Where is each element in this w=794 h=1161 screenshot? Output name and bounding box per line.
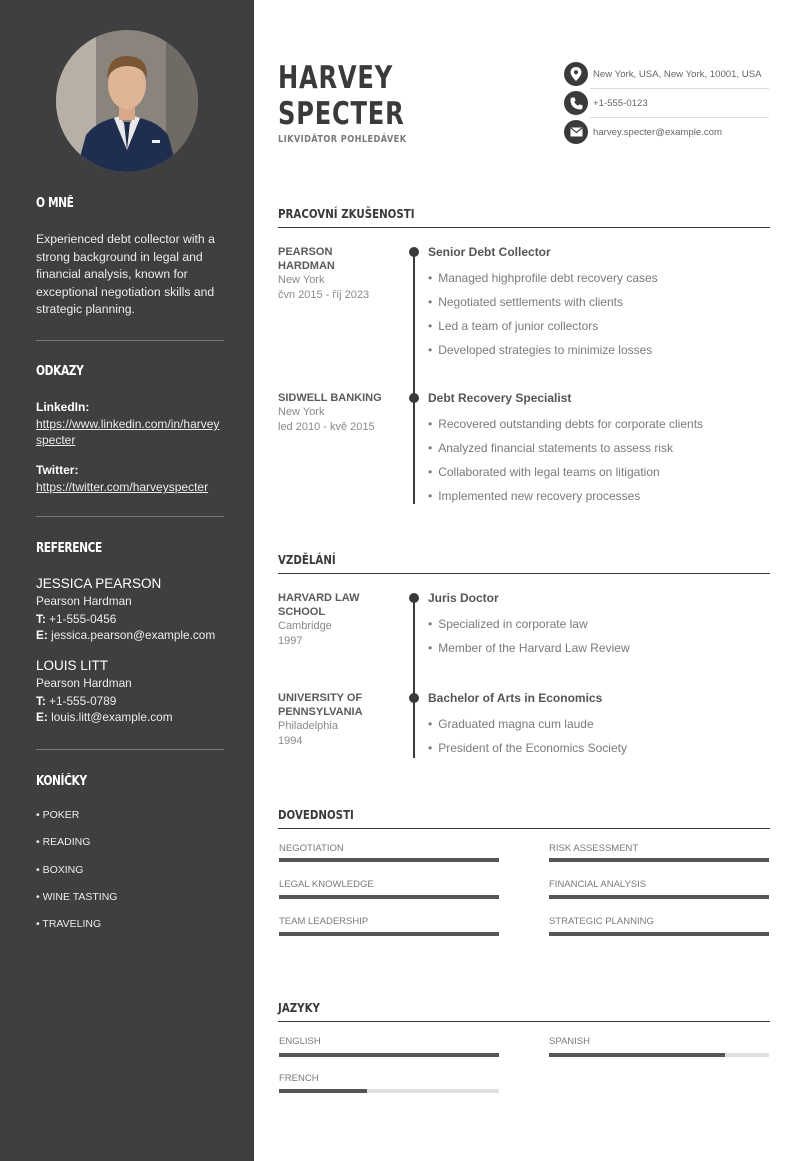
linkedin-link-block bbox=[36, 400, 224, 448]
school-name bbox=[278, 691, 398, 719]
sidebar-divider bbox=[36, 516, 224, 517]
sidebar-divider bbox=[36, 749, 224, 750]
degree-name: Juris Doctor bbox=[428, 591, 499, 605]
education-meta bbox=[278, 691, 398, 749]
company-name bbox=[278, 245, 398, 273]
language-bar bbox=[279, 1089, 499, 1093]
experience-meta bbox=[278, 391, 398, 435]
twitter-label: Twitter: bbox=[36, 463, 79, 477]
reference-phone-value: +1-555-0456 bbox=[49, 612, 117, 626]
reference-phone bbox=[36, 694, 224, 708]
name-line-last: SPECTER bbox=[278, 96, 405, 132]
degree-name: Bachelor of Arts in Economics bbox=[428, 691, 603, 705]
job-bullet: • Developed strategies to minimize losses bbox=[428, 343, 652, 357]
school-name-line: HARVARD LAW bbox=[278, 592, 360, 604]
language-bar-fill bbox=[279, 1089, 367, 1093]
experience-timeline bbox=[413, 252, 415, 504]
skill-label: TEAM LEADERSHIP bbox=[279, 916, 369, 927]
hobbies-section bbox=[36, 774, 224, 789]
skill-bar bbox=[549, 932, 769, 936]
section-rule bbox=[278, 573, 770, 574]
reference-email bbox=[36, 628, 224, 642]
email-label: E: bbox=[36, 710, 48, 724]
hobby-item: • TRAVELING bbox=[36, 918, 102, 930]
phone-icon bbox=[564, 91, 588, 115]
timeline-dot bbox=[409, 693, 419, 703]
twitter-link-block bbox=[36, 463, 224, 495]
education-bullet: • President of the Economics Society bbox=[428, 741, 627, 755]
hobbies-list bbox=[36, 809, 224, 939]
about-text: Experienced debt collector with a strong background in legal and financial analysis, known for exceptional negotiation skills and strategic planning. bbox=[36, 232, 215, 316]
references-section bbox=[36, 541, 224, 556]
language-label: ENGLISH bbox=[279, 1036, 321, 1047]
school-year: 1994 bbox=[278, 735, 303, 747]
education-bullet: • Graduated magna cum laude bbox=[428, 717, 594, 731]
education-meta bbox=[278, 591, 398, 649]
email-text[interactable]: harvey.specter@example.com bbox=[593, 126, 722, 138]
school-location: Cambridge bbox=[278, 620, 332, 632]
education-timeline bbox=[413, 598, 415, 758]
section-rule bbox=[278, 828, 770, 829]
school-name-line: SCHOOL bbox=[278, 606, 326, 618]
contact-phone bbox=[564, 91, 769, 115]
job-role: Debt Recovery Specialist bbox=[428, 391, 572, 405]
timeline-dot bbox=[409, 393, 419, 403]
profile-photo bbox=[56, 30, 198, 172]
language-bar bbox=[279, 1053, 499, 1057]
education-heading: VZDĚLÁNÍ bbox=[278, 552, 336, 567]
address-text: New York, USA, New York, 10001, USA bbox=[593, 68, 762, 80]
reference-email-value: jessica.pearson@example.com bbox=[51, 628, 216, 642]
email-label: E: bbox=[36, 628, 48, 642]
about-section bbox=[36, 196, 224, 211]
company-name-line: HARDMAN bbox=[278, 260, 335, 272]
job-dates: čvn 2015 - říj 2023 bbox=[278, 289, 370, 301]
school-year: 1997 bbox=[278, 635, 303, 647]
timeline-dot bbox=[409, 593, 419, 603]
skill-bar bbox=[279, 895, 499, 899]
reference-name: JESSICA PEARSON bbox=[36, 576, 162, 591]
links-heading: ODKAZY bbox=[36, 364, 84, 379]
linkedin-link[interactable]: https://www.linkedin.com/in/harveyspecter bbox=[36, 417, 220, 447]
company-name-line: PEARSON bbox=[278, 246, 333, 258]
skill-label: NEGOTIATION bbox=[279, 843, 344, 854]
education-bullet: • Member of the Harvard Law Review bbox=[428, 641, 630, 655]
contact-divider bbox=[590, 88, 769, 89]
job-bullet: • Managed highprofile debt recovery cases bbox=[428, 271, 658, 285]
skill-bar-fill bbox=[549, 932, 769, 936]
skill-label: RISK ASSESSMENT bbox=[549, 843, 639, 854]
envelope-icon bbox=[564, 120, 588, 144]
job-bullet: • Led a team of junior collectors bbox=[428, 319, 598, 333]
hobby-item: • WINE TASTING bbox=[36, 891, 118, 903]
language-label: SPANISH bbox=[549, 1036, 591, 1047]
hobby-item: • POKER bbox=[36, 809, 80, 821]
reference-email-value: louis.litt@example.com bbox=[51, 710, 173, 724]
experience-heading: PRACOVNÍ ZKUŠENOSTI bbox=[278, 206, 415, 221]
reference-company: Pearson Hardman bbox=[36, 676, 132, 690]
reference-item bbox=[36, 658, 224, 724]
languages-heading: JAZYKY bbox=[278, 1000, 320, 1015]
school-location: Philadelphia bbox=[278, 720, 338, 732]
company-name: SIDWELL BANKING bbox=[278, 392, 382, 404]
twitter-link[interactable]: https://twitter.com/harveyspecter bbox=[36, 480, 209, 494]
reference-phone-value: +1-555-0789 bbox=[49, 694, 117, 708]
reference-item bbox=[36, 576, 224, 642]
phone-label: T: bbox=[36, 612, 46, 626]
candidate-name bbox=[278, 60, 404, 132]
linkedin-label: LinkedIn: bbox=[36, 400, 90, 414]
reference-company: Pearson Hardman bbox=[36, 594, 132, 608]
job-location: New York bbox=[278, 274, 325, 286]
skill-bar bbox=[549, 895, 769, 899]
job-role: Senior Debt Collector bbox=[428, 245, 551, 259]
sidebar bbox=[0, 0, 254, 1161]
school-name bbox=[278, 591, 398, 619]
about-heading: O MNĚ bbox=[36, 196, 74, 211]
skill-bar bbox=[549, 858, 769, 862]
language-bar bbox=[549, 1053, 769, 1057]
language-label: FRENCH bbox=[279, 1073, 319, 1084]
skill-label: FINANCIAL ANALYSIS bbox=[549, 879, 647, 890]
links-section bbox=[36, 364, 224, 379]
skill-bar-fill bbox=[279, 858, 499, 862]
skill-bar-fill bbox=[549, 858, 769, 862]
hobby-item: • READING bbox=[36, 836, 91, 848]
skill-label: LEGAL KNOWLEDGE bbox=[279, 879, 374, 890]
job-bullet: • Collaborated with legal teams on litigation bbox=[428, 465, 660, 479]
section-rule bbox=[278, 1021, 770, 1022]
reference-phone bbox=[36, 612, 224, 626]
skill-bar-fill bbox=[279, 895, 499, 899]
education-bullet: • Specialized in corporate law bbox=[428, 617, 588, 631]
hobby-item: • BOXING bbox=[36, 864, 84, 876]
skill-bar bbox=[279, 932, 499, 936]
phone-label: T: bbox=[36, 694, 46, 708]
name-line-first: HARVEY bbox=[278, 60, 394, 96]
reference-name: LOUIS LITT bbox=[36, 658, 109, 673]
job-bullet: • Recovered outstanding debts for corporate clients bbox=[428, 417, 703, 431]
references-heading: REFERENCE bbox=[36, 541, 102, 556]
timeline-dot bbox=[409, 247, 419, 257]
job-bullet: • Negotiated settlements with clients bbox=[428, 295, 623, 309]
reference-email bbox=[36, 710, 224, 724]
skill-bar bbox=[279, 858, 499, 862]
job-location: New York bbox=[278, 406, 325, 418]
location-pin-icon bbox=[564, 62, 588, 86]
job-title: LIKVIDÁTOR POHLEDÁVEK bbox=[278, 134, 407, 145]
job-dates: led 2010 - kvě 2015 bbox=[278, 421, 375, 433]
phone-text: +1-555-0123 bbox=[593, 97, 648, 109]
skill-bar-fill bbox=[549, 895, 769, 899]
contact-divider bbox=[590, 117, 769, 118]
language-bar-fill bbox=[279, 1053, 499, 1057]
sidebar-divider bbox=[36, 340, 224, 341]
job-bullet: • Implemented new recovery processes bbox=[428, 489, 640, 503]
school-name-line: PENNSYLVANIA bbox=[278, 706, 363, 718]
section-rule bbox=[278, 227, 770, 228]
skill-bar-fill bbox=[279, 932, 499, 936]
job-bullet: • Analyzed financial statements to assess risk bbox=[428, 441, 673, 455]
contact-address bbox=[564, 62, 769, 86]
contact-email[interactable] bbox=[564, 120, 769, 144]
school-name-line: UNIVERSITY OF bbox=[278, 692, 363, 704]
language-bar-fill bbox=[549, 1053, 725, 1057]
skills-heading: DOVEDNOSTI bbox=[278, 807, 354, 822]
hobbies-heading: KONÍČKY bbox=[36, 774, 87, 789]
experience-meta bbox=[278, 245, 398, 303]
skill-label: STRATEGIC PLANNING bbox=[549, 916, 654, 927]
